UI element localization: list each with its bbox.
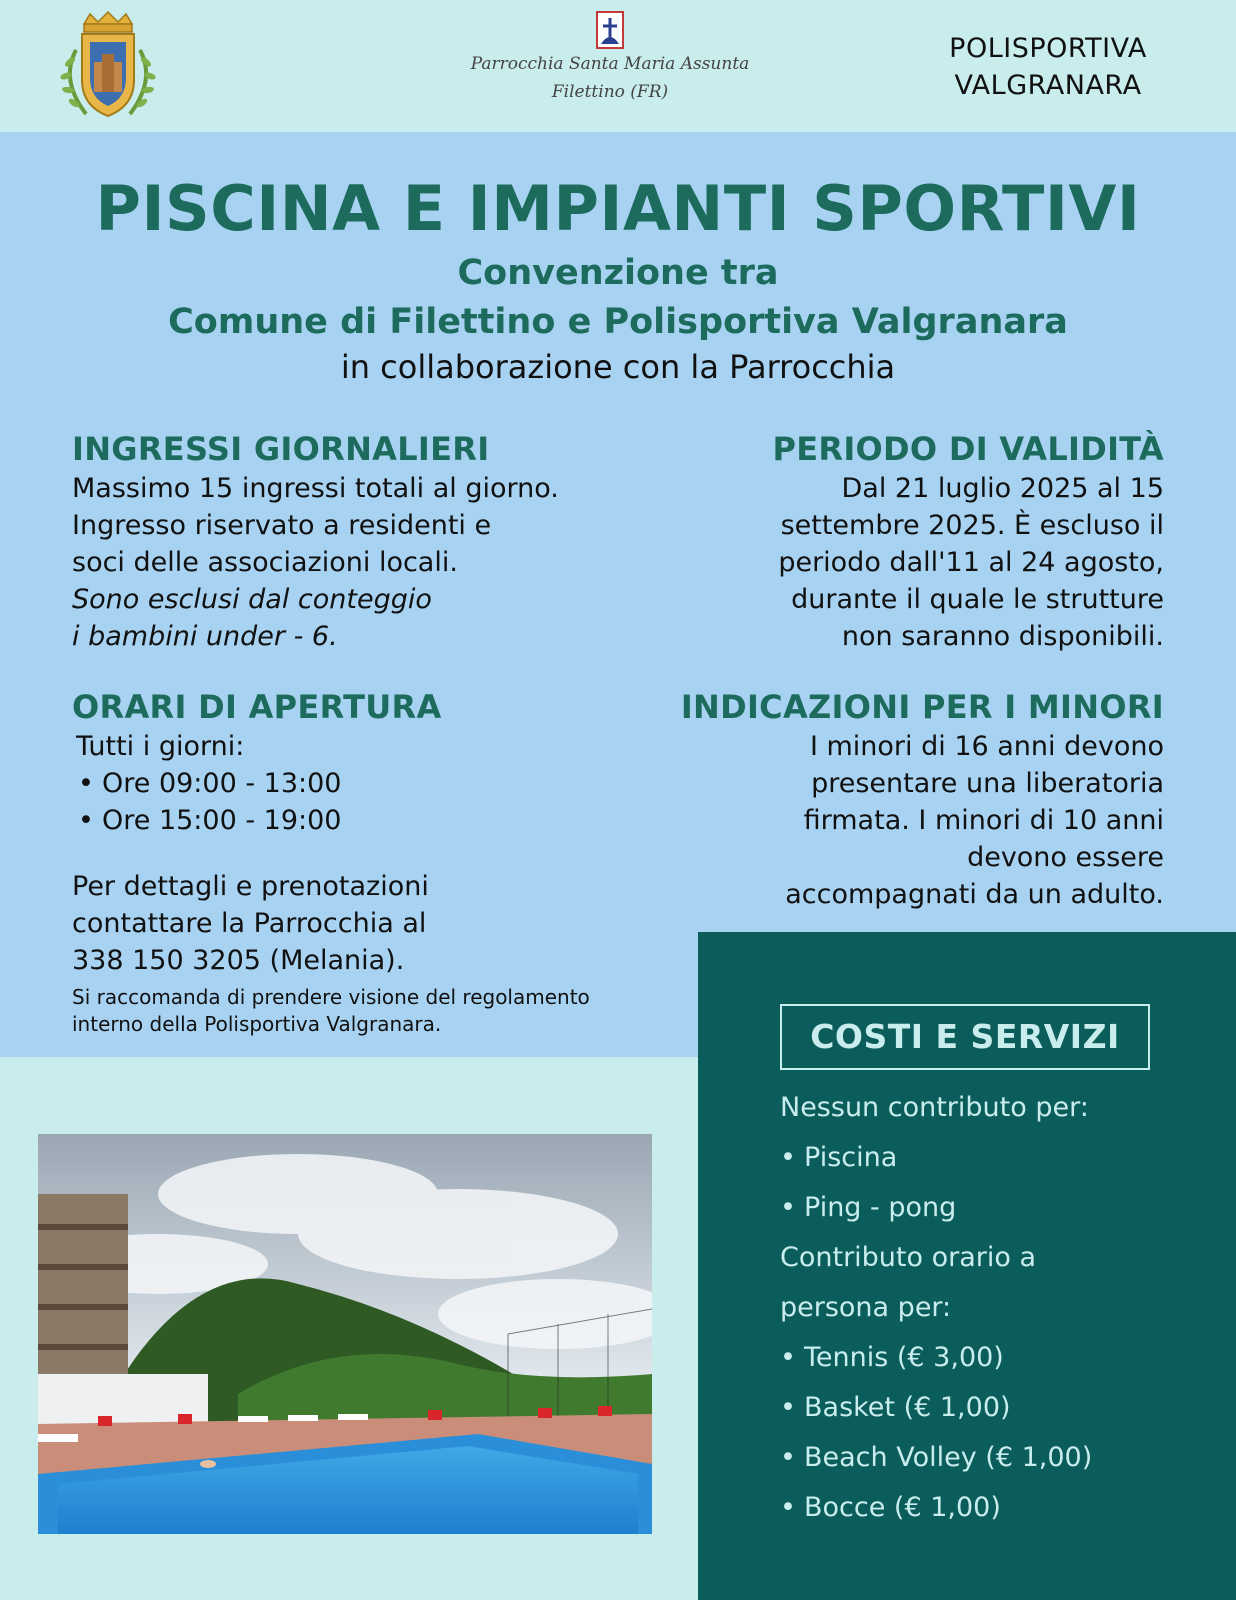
parish-logo-icon <box>595 10 625 50</box>
validita-line: settembre 2025. È escluso il <box>780 510 1164 541</box>
minori-line: firmata. I minori di 10 anni <box>803 805 1164 836</box>
costi-paid-item: • Bocce (€ 1,00) <box>780 1483 1210 1533</box>
orari-heading: ORARI DI APERTURA <box>72 688 442 726</box>
costi-paid-intro: Contributo orario a <box>780 1242 1037 1273</box>
parish-block <box>430 10 790 106</box>
polisportiva-line2: VALGRANARA <box>954 70 1142 101</box>
orari-list <box>76 765 672 839</box>
ingressi-exclusion-line: Sono esclusi dal conteggio <box>72 584 432 615</box>
ingressi-section <box>72 430 672 655</box>
ingressi-heading: INGRESSI GIORNALIERI <box>72 430 490 468</box>
validita-line: durante il quale le strutture <box>791 584 1164 615</box>
costi-free-item: • Piscina <box>780 1133 1210 1183</box>
validita-heading: PERIODO DI VALIDITÀ <box>772 430 1164 468</box>
regolamento-note <box>72 984 712 1038</box>
orari-item: • Ore 09:00 - 13:00 <box>76 765 672 802</box>
costi-paid-item: • Basket (€ 1,00) <box>780 1383 1210 1433</box>
minori-section <box>604 688 1164 913</box>
minori-line: devono essere <box>967 842 1164 873</box>
costi-list <box>780 1083 1210 1533</box>
costi-paid-item: • Beach Volley (€ 1,00) <box>780 1433 1210 1483</box>
ingressi-line: Massimo 15 ingressi totali al giorno. <box>72 473 559 504</box>
validita-line: non saranno disponibili. <box>841 621 1164 652</box>
ingressi-line: Ingresso riservato a residenti e <box>72 510 492 541</box>
costi-paid-item: • Tennis (€ 3,00) <box>780 1333 1210 1383</box>
municipal-coat-of-arms-icon <box>56 10 160 124</box>
validita-line: periodo dall'11 al 24 agosto, <box>778 547 1164 578</box>
polisportiva-line1: POLISPORTIVA <box>949 33 1147 64</box>
contatti-line: Per dettagli e prenotazioni <box>72 871 429 902</box>
ingressi-line: soci delle associazioni locali. <box>72 547 458 578</box>
page-title: PISCINA E IMPIANTI SPORTIVI <box>95 172 1141 245</box>
costi-free-intro: Nessun contributo per: <box>780 1092 1089 1123</box>
parish-location: Filettino (FR) <box>551 82 669 102</box>
subtitle-convenzione: Convenzione tra <box>457 253 779 293</box>
minori-line: accompagnati da un adulto. <box>785 879 1164 910</box>
minori-line: presentare una liberatoria <box>811 768 1164 799</box>
header-band <box>0 0 1236 132</box>
orari-intro: Tutti i giorni: <box>76 731 245 762</box>
costi-heading: COSTI E SERVIZI <box>780 1004 1150 1070</box>
parish-name: Parrocchia Santa Maria Assunta <box>470 54 750 74</box>
subtitle-collaboration: in collaborazione con la Parrocchia <box>340 348 896 386</box>
note-line: interno della Polisportiva Valgranara. <box>72 1012 442 1036</box>
contatti-line: contattare la Parrocchia al <box>72 908 427 939</box>
orari-section <box>72 688 672 839</box>
swimming-pool-photo <box>38 1134 652 1534</box>
validita-line: Dal 21 luglio 2025 al 15 <box>841 473 1164 504</box>
orari-item: • Ore 15:00 - 19:00 <box>76 802 672 839</box>
ingressi-exclusion-line: i bambini under - 6. <box>72 621 338 652</box>
costi-paid-intro: persona per: <box>780 1292 952 1323</box>
polisportiva-name <box>918 30 1178 104</box>
costi-free-item: • Ping - pong <box>780 1183 1210 1233</box>
validita-section <box>604 430 1164 655</box>
contatti-section <box>72 868 672 979</box>
note-line: Si raccomanda di prendere visione del regolamento <box>72 985 590 1009</box>
minori-line: I minori di 16 anni devono <box>809 731 1164 762</box>
contatti-phone: 338 150 3205 (Melania). <box>72 945 405 976</box>
subtitle-parties: Comune di Filettino e Polisportiva Valgranara <box>168 302 1068 342</box>
minori-heading: INDICAZIONI PER I MINORI <box>680 688 1164 726</box>
